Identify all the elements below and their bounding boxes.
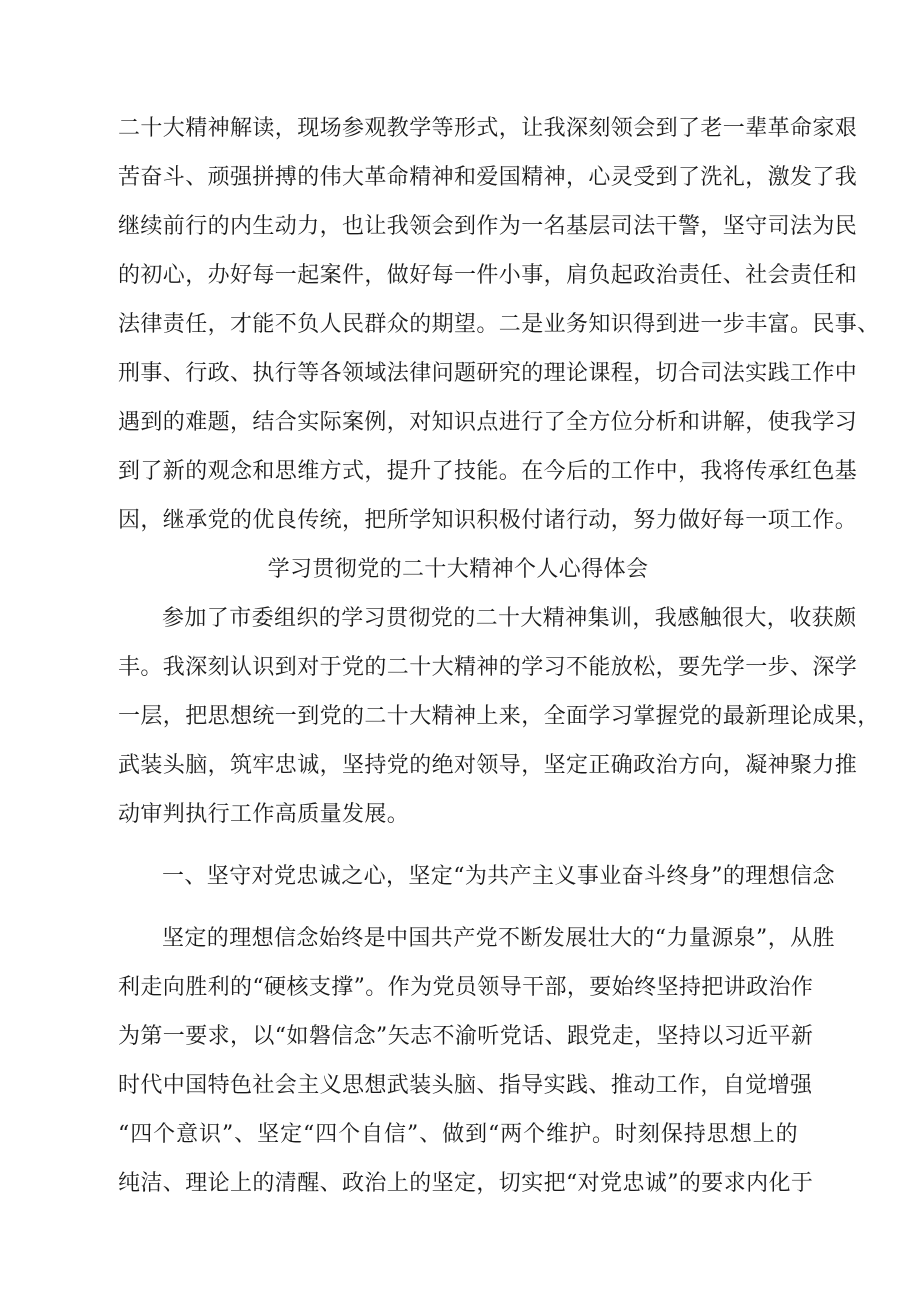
section-heading: 一、坚守对党忠诚之心，坚定“为共产主义事业奋斗终身”的理想信念 (162, 864, 835, 889)
paragraph-line: 为第一要求，以“如磐信念”矢志不渝听党话、跟党走，坚持以习近平新 (118, 1024, 814, 1049)
paragraph-line: 利走向胜利的“硬核支撑”。作为党员领导干部，要始终坚持把讲政治作 (118, 975, 814, 1000)
paragraph-section-1 (118, 926, 835, 1197)
paragraph-line: 丰。我深刻认识到对于党的二十大精神的学习不能放松，要先学一步、深学 (118, 655, 858, 680)
paragraph-line: 一层，把思想统一到党的二十大精神上来，全面学习掌握党的最新理论成果， (118, 704, 880, 729)
paragraph-line: 的初心，办好每一起案件，做好每一件小事，肩负起政治责任、社会责任和 (118, 263, 858, 288)
paragraph-line: 苦奋斗、顽强拼搏的伟大革命精神和爱国精神，心灵受到了洗礼，激发了我 (118, 165, 858, 190)
paragraph-line: 法律责任，才能不负人民群众的期望。二是业务知识得到进一步丰富。民事、 (118, 312, 880, 337)
paragraph-intro (118, 606, 880, 828)
paragraph-line: 时代中国特色社会主义思想武装头脑、指导实践、推动工作，自觉增强 (118, 1073, 813, 1098)
paragraph-line: 继续前行的内生动力，也让我领会到作为一名基层司法干警，坚守司法为民 (118, 214, 858, 239)
paragraph-line: 因，继承党的优良传统，把所学知识积极付诸行动，努力做好每一项工作。 (118, 508, 858, 533)
paragraph-line: 动审判执行工作高质量发展。 (118, 802, 410, 827)
paragraph-line: 参加了市委组织的学习贯彻党的二十大精神集训，我感触很大，收获颇 (162, 606, 857, 631)
paragraph-line: 坚定的理想信念始终是中国共产党不断发展壮大的“力量源泉”，从胜 (162, 926, 835, 951)
paragraph-line: 刑事、行政、执行等各领域法律问题研究的理论课程，切合司法实践工作中 (118, 361, 858, 386)
paragraph-line: 遇到的难题，结合实际案例，对知识点进行了全方位分析和讲解，使我学习 (118, 410, 858, 435)
document-title: 学习贯彻党的二十大精神个人心得体会 (267, 557, 649, 582)
paragraph-continuation (118, 116, 880, 534)
paragraph-line: 二十大精神解读，现场参观教学等形式，让我深刻领会到了老一辈革命家艰 (118, 116, 858, 141)
paragraph-line: “四个意识”、坚定“四个自信”、做到“两个维护。时刻保持思想上的 (118, 1122, 798, 1147)
paragraph-line: 纯洁、理论上的清醒、政治上的坚定，切实把“对党忠诚”的要求内化于 (118, 1171, 814, 1196)
document-page (118, 116, 880, 1197)
paragraph-line: 到了新的观念和思维方式，提升了技能。在今后的工作中，我将传承红色基 (118, 459, 858, 484)
paragraph-line: 武装头脑，筑牢忠诚，坚持党的绝对领导，坚定正确政治方向，凝神聚力推 (118, 753, 858, 778)
